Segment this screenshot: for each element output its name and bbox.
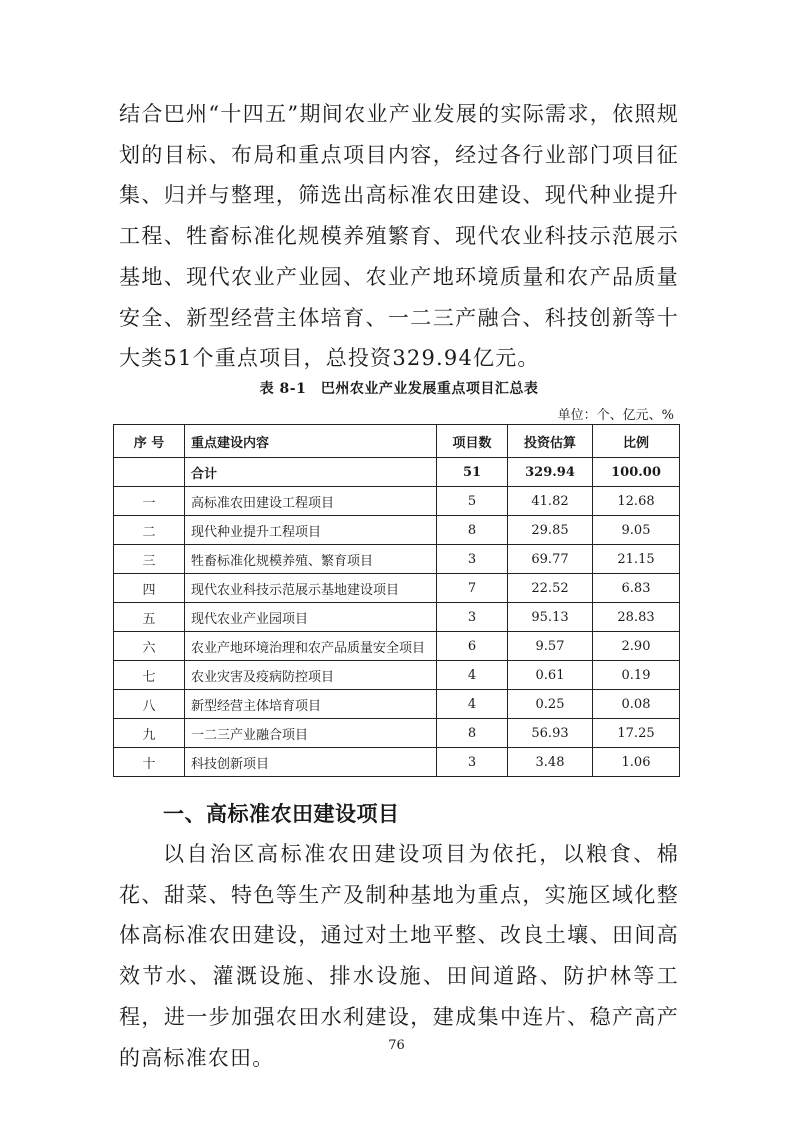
cell-investment: 22.52 xyxy=(508,574,593,603)
header-count: 项目数 xyxy=(437,425,508,458)
cell-name: 现代种业提升工程项目 xyxy=(185,516,437,545)
cell-name: 农业灾害及疫病防控项目 xyxy=(185,661,437,690)
cell-count: 7 xyxy=(437,574,508,603)
cell-count: 3 xyxy=(437,545,508,574)
total-ratio: 100.00 xyxy=(593,458,680,487)
table-row xyxy=(114,632,680,661)
cell-name: 新型经营主体培育项目 xyxy=(185,690,437,719)
cell-ratio: 21.15 xyxy=(593,545,680,574)
cell-investment: 0.25 xyxy=(508,690,593,719)
total-investment: 329.94 xyxy=(508,458,593,487)
cell-investment: 29.85 xyxy=(508,516,593,545)
section-heading: 一、高标准农田建设项目 xyxy=(163,802,400,826)
cell-count: 3 xyxy=(437,748,508,777)
cell-seq: 五 xyxy=(114,603,185,632)
table-row xyxy=(114,661,680,690)
cell-ratio: 6.83 xyxy=(593,574,680,603)
cell-seq: 一 xyxy=(114,487,185,516)
cell-seq: 十 xyxy=(114,748,185,777)
cell-ratio: 9.05 xyxy=(593,516,680,545)
cell-investment: 41.82 xyxy=(508,487,593,516)
cell-seq: 三 xyxy=(114,545,185,574)
cell-seq: 二 xyxy=(114,516,185,545)
cell-ratio: 0.08 xyxy=(593,690,680,719)
cell-ratio: 12.68 xyxy=(593,487,680,516)
header-ratio: 比例 xyxy=(593,425,680,458)
total-count: 51 xyxy=(437,458,508,487)
cell-count: 8 xyxy=(437,719,508,748)
cell-investment: 9.57 xyxy=(508,632,593,661)
total-seq xyxy=(114,458,185,487)
cell-seq: 七 xyxy=(114,661,185,690)
cell-ratio: 2.90 xyxy=(593,632,680,661)
table-row xyxy=(114,574,680,603)
total-name: 合计 xyxy=(185,458,437,487)
section-paragraph: 以自治区高标准农田建设项目为依托，以粮食、棉花、甜菜、特色等生产及制种基地为重点，实施区域化整体高标准农田建设，通过对土地平整、改良土壤、田间高效节水、灌溉设施、排水设施、田间道路、防护林等工程，进一步加强农田水利建设，建成集中连片、稳产高产的高标准农田。 xyxy=(119,842,679,1070)
intro-paragraph: 结合巴州“十四五”期间农业产业发展的实际需求，依照规划的目标、布局和重点项目内容，经过各行业部门项目征集、归并与整理，筛选出高标准农田建设、现代种业提升工程、牲畜标准化规模养殖繁育、现代农业科技示范展示基地、现代农业产业园、农业产地环境质量和农产品质量安全、新型经营主体培育、一二三产融合、科技创新等十大类51个重点项目，总投资329.94亿元。 xyxy=(119,102,679,371)
table-row xyxy=(114,719,680,748)
table-row xyxy=(114,516,680,545)
table-header-row xyxy=(114,425,680,458)
cell-count: 5 xyxy=(437,487,508,516)
cell-count: 6 xyxy=(437,632,508,661)
cell-name: 高标准农田建设工程项目 xyxy=(185,487,437,516)
cell-investment: 3.48 xyxy=(508,748,593,777)
cell-name: 牲畜标准化规模养殖、繁育项目 xyxy=(185,545,437,574)
page-number: 76 xyxy=(388,1038,405,1053)
cell-name: 现代农业产业园项目 xyxy=(185,603,437,632)
cell-count: 4 xyxy=(437,661,508,690)
table-row xyxy=(114,748,680,777)
cell-count: 4 xyxy=(437,690,508,719)
cell-ratio: 17.25 xyxy=(593,719,680,748)
table-row xyxy=(114,487,680,516)
cell-ratio: 28.83 xyxy=(593,603,680,632)
header-seq: 序 号 xyxy=(114,425,185,458)
cell-count: 8 xyxy=(437,516,508,545)
cell-ratio: 0.19 xyxy=(593,661,680,690)
cell-investment: 56.93 xyxy=(508,719,593,748)
header-name: 重点建设内容 xyxy=(185,425,437,458)
cell-name: 农业产地环境治理和农产品质量安全项目 xyxy=(185,632,437,661)
cell-name: 科技创新项目 xyxy=(185,748,437,777)
cell-investment: 69.77 xyxy=(508,545,593,574)
cell-name: 一二三产业融合项目 xyxy=(185,719,437,748)
table-row xyxy=(114,545,680,574)
table-caption: 表 8-1 巴州农业产业发展重点项目汇总表 xyxy=(259,381,539,397)
cell-seq: 八 xyxy=(114,690,185,719)
cell-seq: 六 xyxy=(114,632,185,661)
cell-count: 3 xyxy=(437,603,508,632)
table-row xyxy=(114,690,680,719)
cell-investment: 95.13 xyxy=(508,603,593,632)
table-row xyxy=(114,603,680,632)
cell-investment: 0.61 xyxy=(508,661,593,690)
project-summary-table xyxy=(113,424,680,777)
cell-name: 现代农业科技示范展示基地建设项目 xyxy=(185,574,437,603)
cell-seq: 九 xyxy=(114,719,185,748)
table-unit: 单位：个、亿元、% xyxy=(557,408,674,423)
header-investment: 投资估算 xyxy=(508,425,593,458)
cell-seq: 四 xyxy=(114,574,185,603)
table-total-row xyxy=(114,458,680,487)
cell-ratio: 1.06 xyxy=(593,748,680,777)
